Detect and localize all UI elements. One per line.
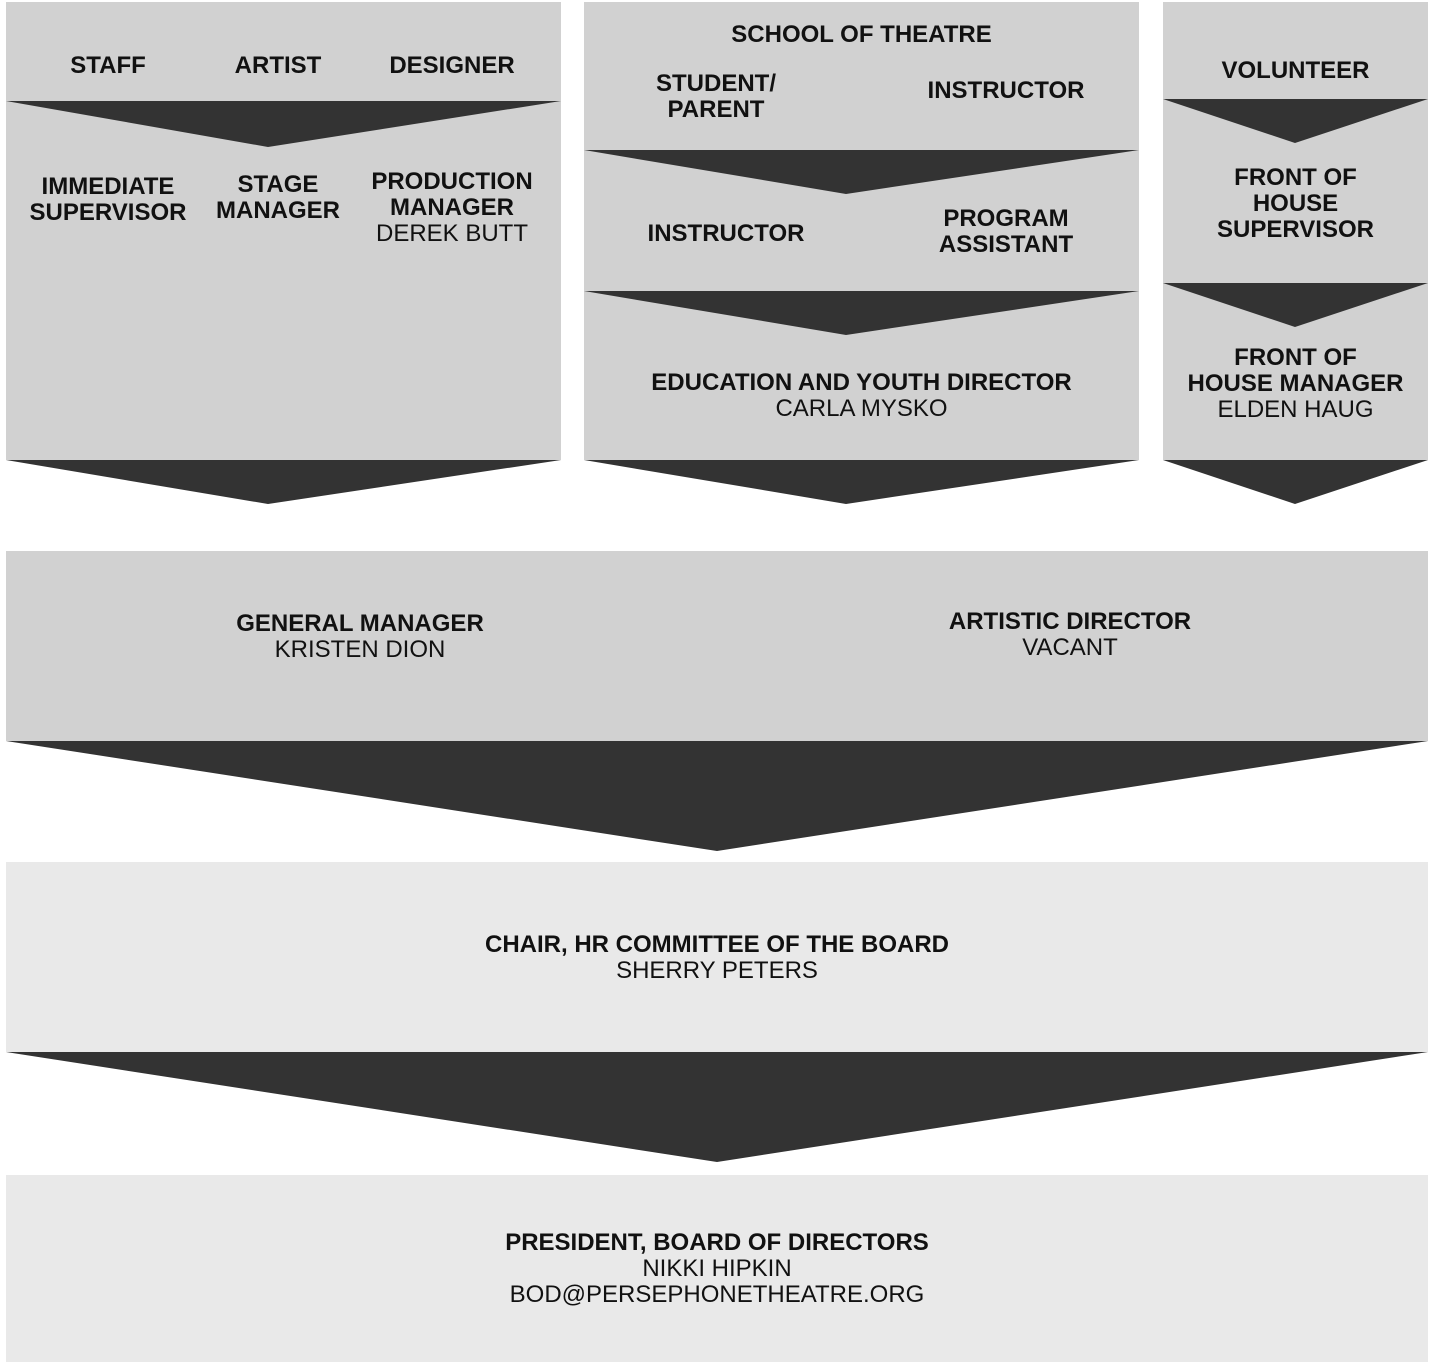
program-assistant-title-1: PROGRAM xyxy=(943,205,1069,232)
staff-column-down-arrow xyxy=(6,460,561,504)
role-designer: DESIGNER xyxy=(389,52,515,79)
foh-supervisor-title-1: FRONT OF xyxy=(1234,164,1357,191)
education-director-name: CARLA MYSKO xyxy=(775,394,948,422)
role-artist: ARTIST xyxy=(234,52,322,79)
volunteer-mid-arrow xyxy=(1163,283,1428,327)
stage-manager-title-1: STAGE xyxy=(237,171,319,198)
general-manager-node xyxy=(170,611,550,663)
general-manager-name: KRISTEN DION xyxy=(274,635,446,663)
artistic-director-title: ARTISTIC DIRECTOR xyxy=(948,608,1192,635)
immediate-supervisor-title-2: SUPERVISOR xyxy=(29,198,187,226)
president-title: PRESIDENT, BOARD OF DIRECTORS xyxy=(505,1229,929,1256)
production-manager-node xyxy=(352,169,552,247)
school-column-down-arrow xyxy=(584,460,1139,504)
foh-supervisor-title-3: SUPERVISOR xyxy=(1217,215,1374,243)
volunteer-column-down-arrow xyxy=(1163,460,1428,504)
immediate-supervisor-title-1: IMMEDIATE xyxy=(41,173,175,200)
foh-supervisor-title-2: HOUSE xyxy=(1252,189,1339,217)
hr-chair-title: CHAIR, HR COMMITTEE OF THE BOARD xyxy=(485,931,949,958)
artistic-director-name: VACANT xyxy=(1022,633,1118,661)
management-down-arrow xyxy=(6,741,1428,851)
student-parent-title-1: STUDENT/ xyxy=(656,70,776,97)
school-of-theatre-title: SCHOOL OF THEATRE xyxy=(731,21,992,48)
school-top-arrow xyxy=(584,150,1139,194)
immediate-supervisor-node xyxy=(18,174,198,226)
hr-chair-name: SHERRY PETERS xyxy=(616,956,818,984)
program-assistant-node xyxy=(906,206,1106,258)
staff-roles-arrow xyxy=(6,101,561,147)
student-parent-title-2: PARENT xyxy=(667,95,765,123)
hr-chair-down-arrow xyxy=(6,1052,1428,1162)
volunteer-top-arrow xyxy=(1163,99,1428,143)
president-name: NIKKI HIPKIN xyxy=(642,1254,792,1282)
foh-manager-name: ELDEN HAUG xyxy=(1217,395,1374,423)
education-director-title: EDUCATION AND YOUTH DIRECTOR xyxy=(651,369,1072,396)
instructor-top-node: INSTRUCTOR xyxy=(927,77,1085,104)
foh-manager-title-2: HOUSE MANAGER xyxy=(1187,369,1404,397)
artistic-director-node xyxy=(880,609,1260,661)
president-email: BOD@PERSEPHONETHEATRE.ORG xyxy=(509,1280,925,1308)
stage-manager-node xyxy=(200,172,356,224)
role-staff: STAFF xyxy=(70,52,146,79)
foh-supervisor-node xyxy=(1163,165,1428,243)
general-manager-title: GENERAL MANAGER xyxy=(236,610,484,637)
president-node xyxy=(6,1230,1428,1308)
production-manager-title-1: PRODUCTION xyxy=(371,168,533,195)
production-manager-title-2: MANAGER xyxy=(390,193,514,221)
foh-manager-title-1: FRONT OF xyxy=(1234,344,1357,371)
production-manager-name: DEREK BUTT xyxy=(375,219,528,247)
volunteer-title: VOLUNTEER xyxy=(1221,57,1370,84)
education-director-node xyxy=(584,370,1139,422)
student-parent-node xyxy=(620,71,812,123)
program-assistant-title-2: ASSISTANT xyxy=(938,230,1074,258)
stage-manager-title-2: MANAGER xyxy=(216,196,340,224)
instructor-mid-node: INSTRUCTOR xyxy=(647,220,805,247)
school-mid-arrow xyxy=(584,291,1139,335)
foh-manager-node xyxy=(1163,345,1428,423)
hr-chair-node xyxy=(6,932,1428,984)
